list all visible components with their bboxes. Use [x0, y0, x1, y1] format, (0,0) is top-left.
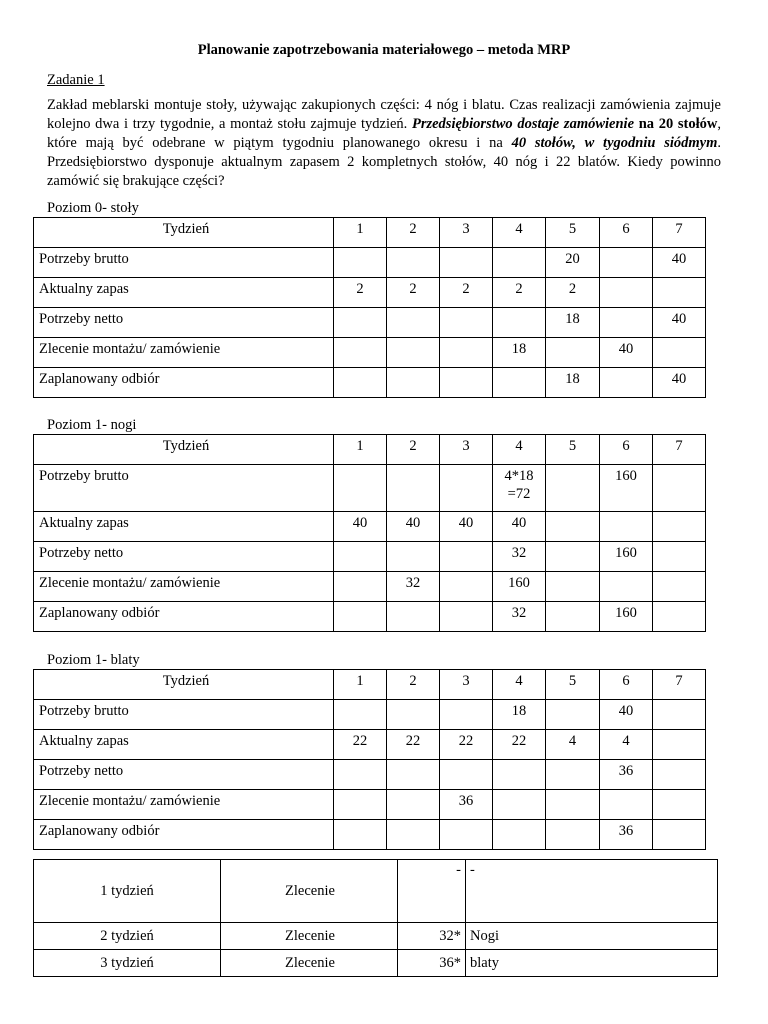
cell: [387, 602, 440, 632]
table-row: [34, 760, 706, 790]
cell: 40: [334, 512, 387, 542]
table-row: [34, 820, 706, 850]
table-row: [34, 368, 706, 398]
cell: 18: [493, 338, 546, 368]
cell: [387, 820, 440, 850]
summary-week: 3 tydzień: [34, 950, 221, 977]
cell: [334, 572, 387, 602]
week-header: 5: [546, 218, 600, 248]
table-row: [34, 950, 718, 977]
summary-part: -: [466, 860, 718, 923]
cell: 4: [546, 730, 600, 760]
cell: [334, 820, 387, 850]
cell: 40: [493, 512, 546, 542]
cell: [334, 465, 387, 512]
table-row: [34, 602, 706, 632]
desc-emphasis-2: na 20 stołów: [638, 116, 718, 132]
cell: 160: [600, 542, 653, 572]
summary-type: Zlecenie: [221, 950, 398, 977]
row-label: Potrzeby brutto: [34, 465, 334, 512]
mrp-table-stoly: [33, 217, 706, 398]
week-header: 6: [600, 435, 653, 465]
desc-emphasis-3: 40 stołów, w tygodniu siódmym: [511, 135, 718, 151]
cell: [546, 338, 600, 368]
cell: [387, 465, 440, 512]
cell: [387, 542, 440, 572]
header-label: Tydzień: [34, 218, 334, 248]
cell: 2: [493, 278, 546, 308]
desc-part-2: , które mają być odebrane w piątym tygodniu planowanego okresu i na: [47, 116, 721, 151]
cell: [493, 760, 546, 790]
cell: [546, 512, 600, 542]
cell: [653, 512, 706, 542]
week-header: 4: [493, 670, 546, 700]
cell: [546, 700, 600, 730]
week-header: 7: [653, 670, 706, 700]
table-row: [34, 730, 706, 760]
summary-type: Zlecenie: [221, 860, 398, 923]
cell: [493, 465, 546, 512]
mrp-table-nogi: [33, 434, 706, 632]
table-row: [34, 700, 706, 730]
cell: 40: [387, 512, 440, 542]
summary-qty: 32*: [398, 923, 466, 950]
row-label: Potrzeby netto: [34, 308, 334, 338]
week-header: 2: [387, 435, 440, 465]
week-header: 3: [440, 435, 493, 465]
cell: [653, 730, 706, 760]
week-header: 3: [440, 670, 493, 700]
section-label-tops: Poziom 1- blaty: [47, 652, 140, 668]
header-label: Tydzień: [34, 435, 334, 465]
cell: 40: [653, 248, 706, 278]
cell: 2: [546, 278, 600, 308]
row-label: Aktualny zapas: [34, 278, 334, 308]
cell: [440, 700, 493, 730]
cell: [334, 368, 387, 398]
week-header: 4: [493, 435, 546, 465]
row-label: Potrzeby netto: [34, 542, 334, 572]
cell: [600, 512, 653, 542]
cell: 18: [493, 700, 546, 730]
table-header-row: [34, 670, 706, 700]
cell: [334, 248, 387, 278]
table-row: [34, 338, 706, 368]
cell: [334, 790, 387, 820]
cell: [546, 602, 600, 632]
desc-part-1: Zakład meblarski montuje stoły, używając zakupionych części: 4 nóg i blatu. Czas realizacji zamówienia zajmuje kolejno dwa i trzy tygodnie, a montaż stołu zajmuje tydzień.: [47, 97, 721, 132]
row-label: Potrzeby brutto: [34, 700, 334, 730]
week-header: 7: [653, 435, 706, 465]
row-label: Aktualny zapas: [34, 730, 334, 760]
table-row: [34, 923, 718, 950]
cell: 2: [334, 278, 387, 308]
week-header: 1: [334, 670, 387, 700]
cell: 22: [334, 730, 387, 760]
cell: [600, 308, 653, 338]
cell: 2: [440, 278, 493, 308]
cell: 4: [600, 730, 653, 760]
cell: 40: [440, 512, 493, 542]
cell: [493, 368, 546, 398]
cell: [334, 338, 387, 368]
cell: [600, 572, 653, 602]
cell: [653, 820, 706, 850]
row-label: Potrzeby brutto: [34, 248, 334, 278]
week-header: 2: [387, 670, 440, 700]
row-label: Zaplanowany odbiór: [34, 820, 334, 850]
row-label: Zaplanowany odbiór: [34, 368, 334, 398]
table-row: [34, 308, 706, 338]
cell: [653, 572, 706, 602]
cell: [600, 790, 653, 820]
row-label: Potrzeby netto: [34, 760, 334, 790]
week-header: 4: [493, 218, 546, 248]
cell: [334, 700, 387, 730]
week-header: 6: [600, 218, 653, 248]
cell: 36: [600, 820, 653, 850]
cell: [440, 308, 493, 338]
summary-qty: 36*: [398, 950, 466, 977]
cell: [387, 308, 440, 338]
table-row: [34, 248, 706, 278]
week-header: 1: [334, 435, 387, 465]
cell: [493, 248, 546, 278]
cell: [440, 368, 493, 398]
section-label-tables: Poziom 0- stoły: [47, 200, 139, 216]
cell: [387, 368, 440, 398]
cell: 32: [493, 542, 546, 572]
cell: [387, 248, 440, 278]
cell: [440, 572, 493, 602]
cell: [493, 790, 546, 820]
cell: [334, 542, 387, 572]
week-header: 5: [546, 670, 600, 700]
cell: 32: [493, 602, 546, 632]
cell: [334, 760, 387, 790]
cell: [653, 542, 706, 572]
week-header: 3: [440, 218, 493, 248]
table-row: [34, 465, 706, 512]
cell: 36: [600, 760, 653, 790]
cell: [387, 790, 440, 820]
table-row: [34, 278, 706, 308]
week-header: 1: [334, 218, 387, 248]
cell: [387, 760, 440, 790]
cell: [653, 338, 706, 368]
cell: [546, 820, 600, 850]
cell: [653, 760, 706, 790]
cell: [600, 368, 653, 398]
row-label: Zlecenie montażu/ zamówienie: [34, 790, 334, 820]
cell: [546, 465, 600, 512]
cell: [546, 542, 600, 572]
cell: [653, 700, 706, 730]
week-header: 2: [387, 218, 440, 248]
table-row: [34, 512, 706, 542]
summary-week: 1 tydzień: [34, 860, 221, 923]
cell: [546, 760, 600, 790]
cell-line: =72: [507, 486, 531, 502]
cell: [546, 790, 600, 820]
cell: [653, 790, 706, 820]
cell: [440, 248, 493, 278]
cell: 22: [493, 730, 546, 760]
header-label: Tydzień: [34, 670, 334, 700]
cell: 18: [546, 368, 600, 398]
cell: 40: [653, 368, 706, 398]
cell: [653, 465, 706, 512]
cell: [493, 308, 546, 338]
table-row: [34, 790, 706, 820]
cell: [600, 248, 653, 278]
row-label: Aktualny zapas: [34, 512, 334, 542]
row-label: Zlecenie montażu/ zamówienie: [34, 338, 334, 368]
cell: [334, 308, 387, 338]
cell: [600, 278, 653, 308]
table-row: [34, 860, 718, 923]
summary-part: blaty: [466, 950, 718, 977]
cell: [440, 542, 493, 572]
cell: [653, 602, 706, 632]
cell: [546, 572, 600, 602]
cell: 22: [440, 730, 493, 760]
cell: 2: [387, 278, 440, 308]
row-label: Zaplanowany odbiór: [34, 602, 334, 632]
summary-type: Zlecenie: [221, 923, 398, 950]
page-title: Planowanie zapotrzebowania materiałowego – metoda MRP: [197, 42, 571, 58]
cell: 160: [493, 572, 546, 602]
cell: [387, 700, 440, 730]
cell: 40: [600, 700, 653, 730]
summary-week: 2 tydzień: [34, 923, 221, 950]
table-row: [34, 572, 706, 602]
cell: [334, 602, 387, 632]
summary-qty: -: [398, 860, 466, 923]
desc-emphasis-1: Przedsiębiorstwo dostaje zamówienie: [411, 116, 635, 132]
task-heading: Zadanie 1: [47, 72, 105, 88]
cell: 160: [600, 602, 653, 632]
summary-part: Nogi: [466, 923, 718, 950]
section-label-legs: Poziom 1- nogi: [47, 417, 137, 433]
cell: 20: [546, 248, 600, 278]
cell: 160: [600, 465, 653, 512]
cell: [440, 338, 493, 368]
cell-line: 4*18: [504, 468, 534, 484]
week-header: 7: [653, 218, 706, 248]
cell: 32: [387, 572, 440, 602]
cell: [440, 820, 493, 850]
week-header: 6: [600, 670, 653, 700]
cell: 22: [387, 730, 440, 760]
table-header-row: [34, 435, 706, 465]
cell: [440, 465, 493, 512]
mrp-table-blaty: [33, 669, 706, 850]
week-header: 5: [546, 435, 600, 465]
cell: [440, 760, 493, 790]
table-row: [34, 542, 706, 572]
cell: [440, 602, 493, 632]
desc-part-3: . Przedsiębiorstwo dysponuje aktualnym zapasem 2 kompletnych stołów, 40 nóg i 22 blatów. Kiedy powinno zamówić się brakujące części?: [47, 135, 721, 189]
cell: 36: [440, 790, 493, 820]
task-description: [47, 96, 721, 191]
table-header-row: [34, 218, 706, 248]
summary-table: [33, 859, 718, 977]
cell: 18: [546, 308, 600, 338]
cell: 40: [600, 338, 653, 368]
cell: [493, 820, 546, 850]
cell: [387, 338, 440, 368]
cell: [653, 278, 706, 308]
row-label: Zlecenie montażu/ zamówienie: [34, 572, 334, 602]
cell: 40: [653, 308, 706, 338]
